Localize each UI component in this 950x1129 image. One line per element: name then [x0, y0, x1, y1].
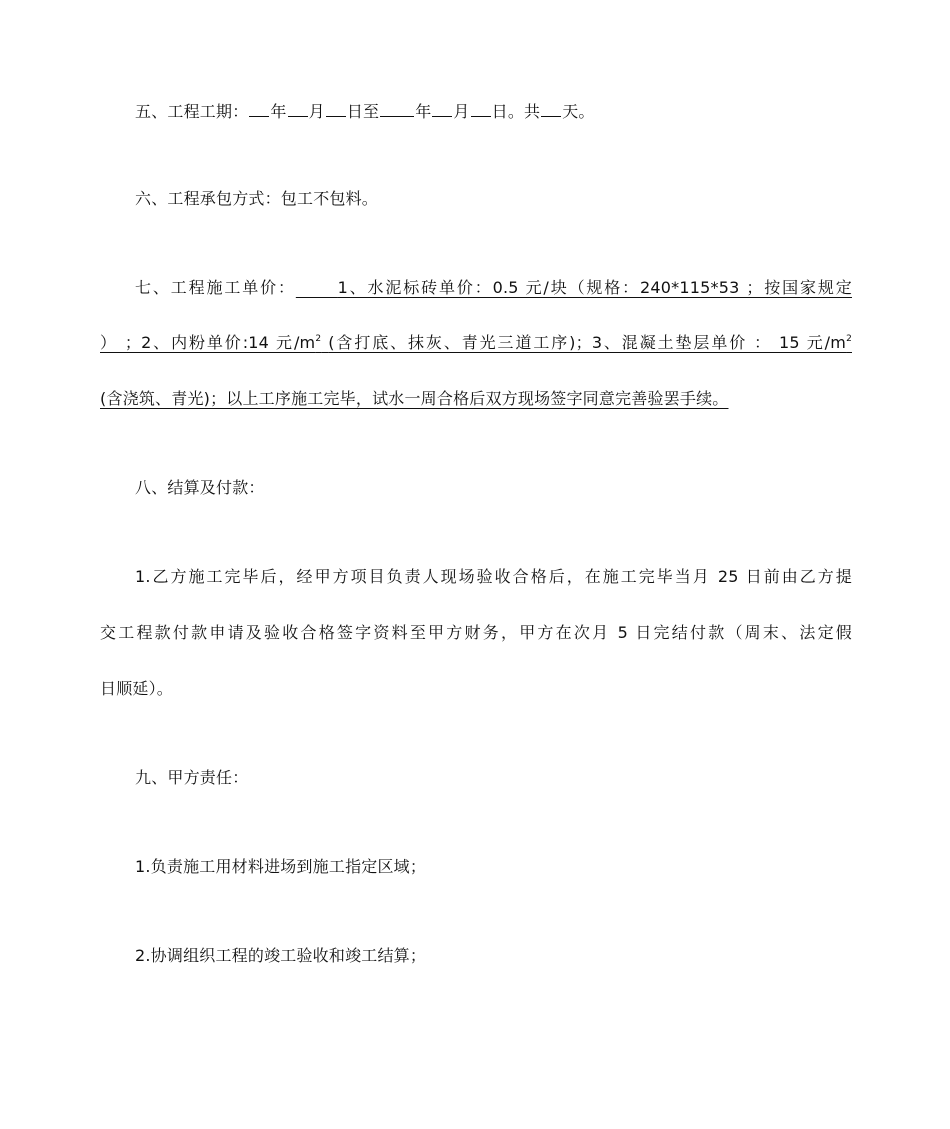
blank-start-year	[249, 98, 269, 117]
blank-end-month	[432, 98, 452, 117]
section-7-line-3: (含浇筑、青光)；以上工序施工完毕，试水一周合格后双方现场签字同意完善验罢手续。	[100, 389, 729, 408]
section-9-item-1: 1.负责施工用材料进场到施工指定区域；	[135, 857, 427, 876]
blank-start-month	[288, 98, 308, 117]
unit-year: 年	[270, 102, 287, 121]
unit-days: 天。	[562, 102, 595, 121]
section-6-contract-mode: 六、工程承包方式：包工不包料。	[135, 189, 379, 208]
section-7-label: 七、工程施工单价：	[135, 278, 296, 297]
section-7-price-1-text: 1、水泥标砖单价：0.5 元/块（规格：240*115*53 ；按国家规定	[337, 278, 852, 297]
section-5-duration	[135, 98, 852, 124]
section-8-heading: 八、结算及付款：	[135, 478, 265, 497]
section-7-line-2	[100, 331, 852, 355]
section-9-item-2: 2.协调组织工程的竣工验收和竣工结算；	[135, 946, 427, 965]
blank-end-day	[471, 98, 491, 117]
unit-month-end: 月	[453, 102, 470, 121]
section-5-label: 五、工程工期：	[135, 102, 249, 121]
blank-start-day	[326, 98, 346, 117]
unit-month: 月	[308, 102, 325, 121]
superscript-square-2: 2	[846, 333, 852, 344]
blank-end-year	[380, 98, 414, 117]
unit-day-to: 日至	[346, 102, 380, 121]
unit-year-end: 年	[415, 102, 432, 121]
section-7-price-1	[296, 278, 852, 297]
section-9-heading: 九、甲方责任：	[135, 768, 249, 787]
blank-total-days	[541, 98, 561, 117]
section-7-line-1	[135, 276, 852, 300]
unit-day-end: 日。共	[491, 102, 541, 121]
section-8-para-line-1: 1.乙方施工完毕后，经甲方项目负责人现场验收合格后，在施工完毕当月 25 日前由乙方提	[135, 567, 852, 586]
section-7-price-3-text: (含打底、抹灰、青光三道工序)；3、混凝土垫层单价 ： 15 元/m	[328, 333, 847, 352]
superscript-square-1: 2	[315, 333, 322, 344]
section-7-price-2-text: ） ；2、内粉单价:14 元/m	[100, 333, 316, 352]
section-8-para-line-2: 交工程款付款申请及验收合格签字资料至甲方财务，甲方在次月 5 日完结付款（周末、法定假	[100, 623, 852, 642]
section-8-para-line-3: 日顺延）。	[100, 679, 174, 698]
